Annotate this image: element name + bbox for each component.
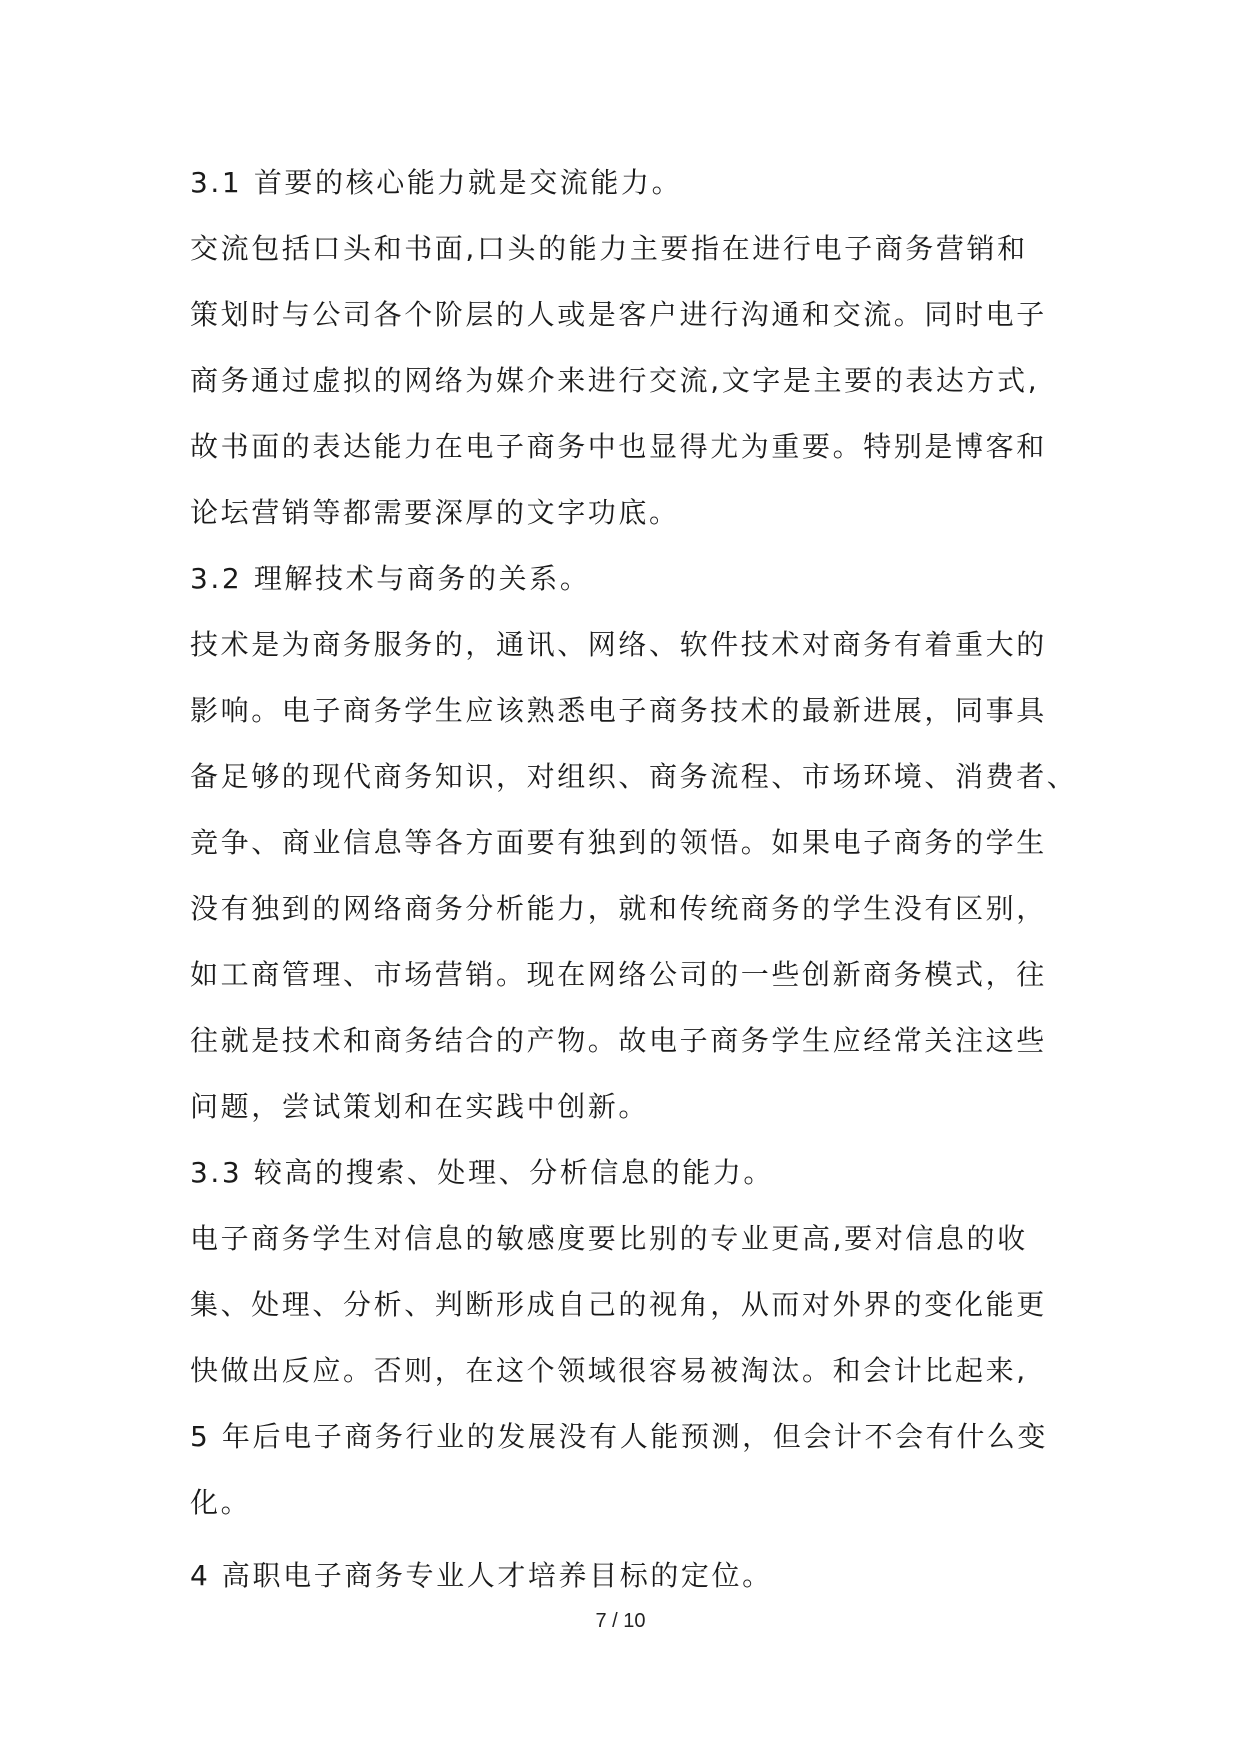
paragraph-line: 技术是为商务服务的，通讯、网络、软件技术对商务有着重大的 [190,628,1047,661]
section-heading-4: 4 高职电子商务专业人才培养目标的定位。 [190,1559,773,1592]
paragraph-line: 交流包括口头和书面,口头的能力主要指在进行电子商务营销和 [190,232,1028,265]
paragraph-line: 问题，尝试策划和在实践中创新。 [190,1090,650,1123]
paragraph-line: 影响。电子商务学生应该熟悉电子商务技术的最新进展，同事具 [190,694,1047,727]
paragraph-line: 电子商务学生对信息的敏感度要比别的专业更高,要对信息的收 [190,1222,1028,1255]
paragraph-line: 往就是技术和商务结合的产物。故电子商务学生应经常关注这些 [190,1024,1047,1057]
section-heading-3-1: 3.1 首要的核心能力就是交流能力。 [190,166,683,199]
paragraph-line: 故书面的表达能力在电子商务中也显得尤为重要。特别是博客和 [190,430,1047,463]
paragraph-line: 化。 [190,1486,252,1519]
paragraph-line: 5 年后电子商务行业的发展没有人能预测，但会计不会有什么变 [190,1420,1049,1453]
paragraph-line: 竞争、商业信息等各方面要有独到的领悟。如果电子商务的学生 [190,826,1047,859]
section-heading-3-3: 3.3 较高的搜索、处理、分析信息的能力。 [190,1156,775,1189]
section-heading-3-2: 3.2 理解技术与商务的关系。 [190,562,591,595]
paragraph-line: 没有独到的网络商务分析能力，就和传统商务的学生没有区别， [190,892,1047,925]
page-number: 7 / 10 [595,1610,646,1632]
paragraph-line: 策划时与公司各个阶层的人或是客户进行沟通和交流。同时电子 [190,298,1047,331]
paragraph-line: 如工商管理、市场营销。现在网络公司的一些创新商务模式，往 [190,958,1047,991]
paragraph-line: 论坛营销等都需要深厚的文字功底。 [190,496,680,529]
paragraph-line: 备足够的现代商务知识，对组织、商务流程、市场环境、消费者、 [190,760,1078,793]
paragraph-line: 集、处理、分析、判断形成自己的视角，从而对外界的变化能更 [190,1288,1047,1321]
paragraph-line: 快做出反应。否则，在这个领域很容易被淘汰。和会计比起来, [190,1354,1028,1387]
document-body [190,158,1078,1617]
paragraph-line: 商务通过虚拟的网络为媒介来进行交流,文字是主要的表达方式, [190,364,1040,397]
